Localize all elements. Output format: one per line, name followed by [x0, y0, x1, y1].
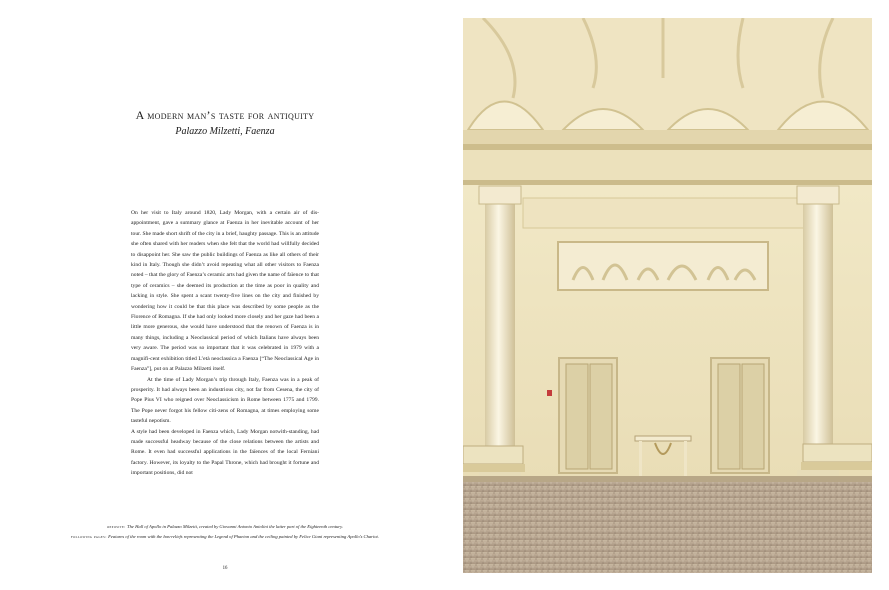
caption-following [60, 532, 390, 542]
caption-opposite-label: opposite: [106, 524, 126, 529]
hall-of-apollo-photo [463, 18, 872, 573]
article-title: A modern man’s taste for antiquity [135, 108, 315, 122]
body-paragraph-3: A style had been developed in Faenza which, Lady Morgan notwith-standing, had made successful headway because of the close relations between the artists and Rome. It even had successful applications in the faïences of the local Ferniani factory. However, its loyalty to the Papal Throne, which had brought it fortune and important positions, did not [131, 428, 319, 477]
caption-following-label: following pages: [71, 534, 107, 539]
article-subtitle: Palazzo Milzetti, Faenza [175, 126, 275, 137]
caption-opposite [60, 522, 390, 532]
caption-opposite-text: The Hall of Apollo in Palazzo Milzetti, created by Giovanni Antonio Antolini the latter part of the Eighteenth century. [127, 524, 343, 529]
article-body [131, 208, 319, 479]
photo-illustration [463, 18, 872, 573]
photo-caption [60, 522, 390, 542]
body-paragraph-2: At the time of Lady Morgan’s trip through Italy, Faenza was in a peak of prosperity. It had always been an industrious city, not far from Cesena, the city of Pope Pius VI who reigned over Neoclassicism in Rome between 1775 and 1799. The Pope never forgot his fellow citi-zens of Romagna, at times employing some tasteful nepotism. [131, 376, 319, 425]
body-paragraph-1: On her visit to Italy around 1820, Lady Morgan, with a certain air of dis-appointment, gave a summary glance at Faenza in her inevitable account of her tour. She made short shrift of the city in a brief, haughty passage. This is an attitude she often shared with her readers when she felt that the world had willfully decided to disappoint her. She saw the public buildings of Faenza as like all others of their kind in Italy. Though she didn’t avoid repeating what all other visitors to Faenza noted – that the glory of Faenza’s ceramic arts had given the name of faïence to that type of ceramics – she deemed its production at the time as poor in quality and lacking in style. She spent a scant twenty-five lines on the city and finished by wondering how it could be that this place was described by some people as the Florence of Romagna. If she had only looked more closely and her gaze had been a little more generous, she would have understood that the renown of Faenza is in many things, including a Neoclassical period of which Italians have always been very aware. The period was so important that it was celebrated in 1979 with a magnifi-cent exhibition titled L’età neoclassica a Faenza [“The Neoclassical Age in Faenza”], put on at Palazzo Milzetti itself. [131, 210, 319, 373]
page-number: 16 [222, 566, 228, 571]
caption-following-text: Features of the room with the bas-reliefs representing the Legend of Phaeton and the ceiling painted by Felice Giani representing Apollo’s Chariot. [108, 534, 379, 539]
